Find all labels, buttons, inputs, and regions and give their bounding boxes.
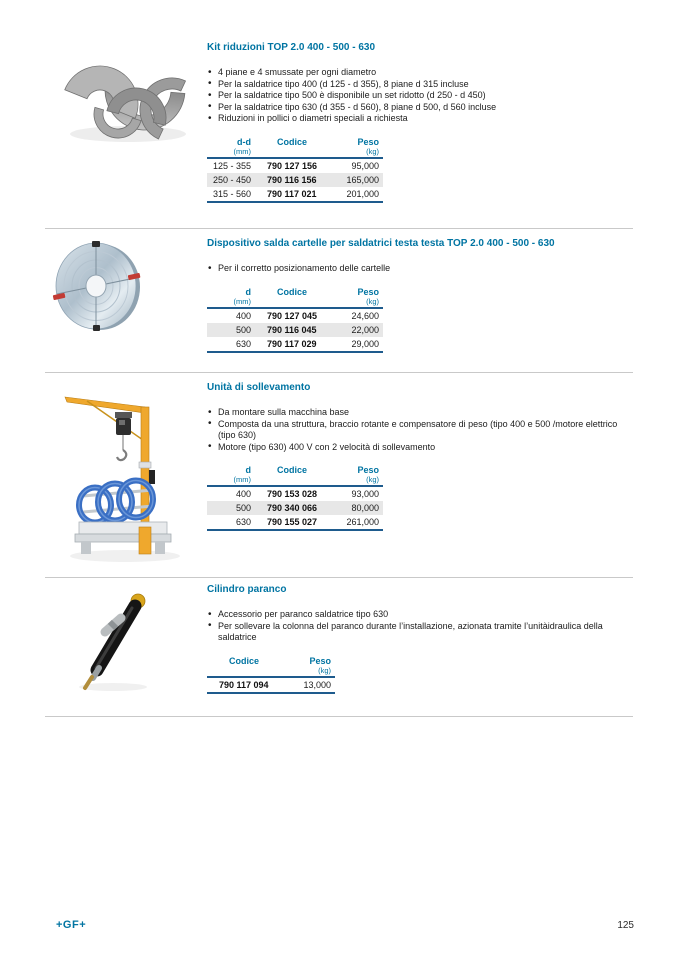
hoist-cylinder-photo (55, 588, 185, 694)
section-divider (45, 716, 633, 717)
dimension-cell: 315 - 560 (212, 188, 251, 199)
product-section (45, 42, 633, 203)
table-row (207, 337, 383, 352)
code-cell: 790 127 045 (267, 310, 318, 321)
table-body (207, 677, 335, 693)
table-units-row (207, 666, 335, 677)
product-section (45, 584, 633, 694)
section-content (207, 238, 633, 353)
dimension-cell: 630 (235, 338, 251, 349)
section-divider (45, 372, 633, 373)
column-header: Peso (357, 465, 379, 475)
feature-bullet: • Per sollevare la colonna del paranco durante l’installazione, azionata tramite l’unitàidraulica della saldatrice (207, 621, 633, 644)
table-row (207, 501, 383, 515)
product-section (45, 382, 633, 531)
product-table (207, 656, 335, 694)
section-title: Unità di sollevamento (207, 382, 311, 393)
feature-list (207, 263, 633, 275)
dimension-cell: 125 - 355 (212, 160, 251, 171)
table-units-row (207, 147, 383, 158)
dimension-cell: 250 - 450 (207, 173, 255, 187)
table-body (207, 158, 383, 202)
table-header-row (207, 656, 335, 666)
weight-cell: 80,000 (329, 501, 383, 515)
section-title: Dispositivo salda cartelle per saldatrici testa testa TOP 2.0 400 - 500 - 630 (207, 238, 555, 249)
code-cell: 790 340 066 (255, 501, 329, 515)
column-header: d (245, 286, 251, 297)
column-unit (255, 147, 329, 158)
feature-bullet: • Per il corretto posizionamento delle cartelle (207, 263, 633, 275)
column-header: Peso (309, 655, 331, 666)
column-unit: (mm) (207, 147, 255, 158)
weight-cell: 95,000 (351, 160, 379, 171)
lifting-unit-crane-photo (55, 384, 197, 566)
weight-cell: 29,000 (351, 338, 379, 349)
section-content (207, 584, 633, 694)
table-row (207, 187, 383, 202)
feature-bullet: • Da montare sulla macchina base (207, 407, 633, 419)
column-unit: (kg) (329, 297, 383, 308)
reduction-inserts-image (50, 48, 200, 148)
code-cell: 790 117 021 (267, 188, 317, 199)
stub-flange-disc-image (43, 238, 151, 334)
weight-cell: 22,000 (329, 323, 383, 337)
weight-cell: 13,000 (303, 679, 331, 690)
feature-list (207, 407, 633, 453)
column-unit (207, 666, 281, 677)
table-head (207, 656, 335, 677)
code-cell: 790 127 156 (267, 160, 318, 171)
table-head (207, 465, 383, 486)
column-header: Peso (357, 286, 379, 297)
section-title: Cilindro paranco (207, 584, 287, 595)
column-header: d (245, 465, 251, 475)
feature-bullet: • Composta da una struttura, braccio rotante e compensatore di peso (tipo 400 e 500 /motore elettrico (tipo 630) (207, 419, 633, 442)
code-cell: 790 117 029 (267, 338, 317, 349)
table-body (207, 308, 383, 352)
column-unit (255, 475, 329, 486)
column-header: Codice (276, 136, 307, 147)
gf-logo: +GF+ (56, 919, 87, 931)
section-divider (45, 228, 633, 229)
table-header-row (207, 287, 383, 297)
dimension-cell: 500 (207, 501, 255, 515)
table-row (207, 323, 383, 337)
section-content (207, 42, 633, 203)
weight-cell: 165,000 (329, 173, 383, 187)
column-header: Codice (276, 286, 307, 297)
weight-cell: 24,600 (351, 310, 379, 321)
dimension-cell: 400 (235, 310, 251, 321)
dimension-cell: 500 (207, 323, 255, 337)
table-header-row (207, 465, 383, 475)
code-cell: 790 155 027 (267, 517, 318, 527)
column-unit: (kg) (329, 475, 383, 486)
code-cell: 790 116 156 (255, 173, 329, 187)
column-unit (255, 297, 329, 308)
code-cell: 790 153 028 (267, 489, 318, 499)
weight-cell: 93,000 (351, 489, 379, 499)
product-table (207, 287, 383, 353)
feature-bullet: • Per la saldatrice tipo 400 (d 125 - d 355), 8 piane d 315 incluse (207, 79, 633, 91)
table-units-row (207, 475, 383, 486)
section-divider (45, 577, 633, 578)
table-row (207, 158, 383, 173)
column-header: Codice (228, 655, 259, 666)
stub-flange-disc-photo (43, 238, 151, 334)
lifting-unit-crane-image (55, 384, 197, 566)
feature-bullet: • Per la saldatrice tipo 630 (d 355 - d 560), 8 piane d 500, d 560 incluse (207, 102, 633, 114)
feature-bullet: • Per la saldatrice tipo 500 è disponibile un set ridotto (d 250 - d 450) (207, 90, 633, 102)
feature-list (207, 609, 633, 644)
code-cell: 790 117 094 (219, 679, 269, 690)
feature-bullet: • Motore (tipo 630) 400 V con 2 velocità di sollevamento (207, 442, 633, 454)
code-cell: 790 116 045 (255, 323, 329, 337)
feature-list (207, 67, 633, 125)
column-header: d-d (237, 136, 251, 147)
section-title: Kit riduzioni TOP 2.0 400 - 500 - 630 (207, 42, 376, 53)
dimension-cell: 630 (235, 517, 251, 527)
product-section (45, 238, 633, 353)
section-content (207, 382, 633, 531)
dimension-cell: 400 (235, 489, 251, 499)
table-row (207, 486, 383, 501)
table-units-row (207, 297, 383, 308)
column-unit: (mm) (207, 475, 255, 486)
table-row (207, 677, 335, 693)
reduction-inserts-photo (50, 48, 200, 148)
feature-bullet: • Accessorio per paranco saldatrice tipo 630 (207, 609, 633, 621)
column-header: Peso (357, 136, 379, 147)
hoist-cylinder-image (55, 588, 185, 694)
table-row (207, 515, 383, 530)
column-unit: (kg) (281, 666, 335, 677)
weight-cell: 261,000 (346, 517, 379, 527)
table-header-row (207, 137, 383, 147)
table-head (207, 137, 383, 158)
table-row (207, 173, 383, 187)
table-body (207, 486, 383, 530)
weight-cell: 201,000 (346, 188, 379, 199)
feature-bullet: • 4 piane e 4 smussate per ogni diametro (207, 67, 633, 79)
column-header: Codice (276, 465, 307, 475)
table-head (207, 287, 383, 308)
page-number: 125 (617, 920, 634, 931)
feature-bullet: • Riduzioni in pollici o diametri speciali a richiesta (207, 113, 633, 125)
column-unit: (mm) (207, 297, 255, 308)
column-unit: (kg) (329, 147, 383, 158)
table-row (207, 308, 383, 323)
product-table (207, 465, 383, 531)
product-table (207, 137, 383, 203)
